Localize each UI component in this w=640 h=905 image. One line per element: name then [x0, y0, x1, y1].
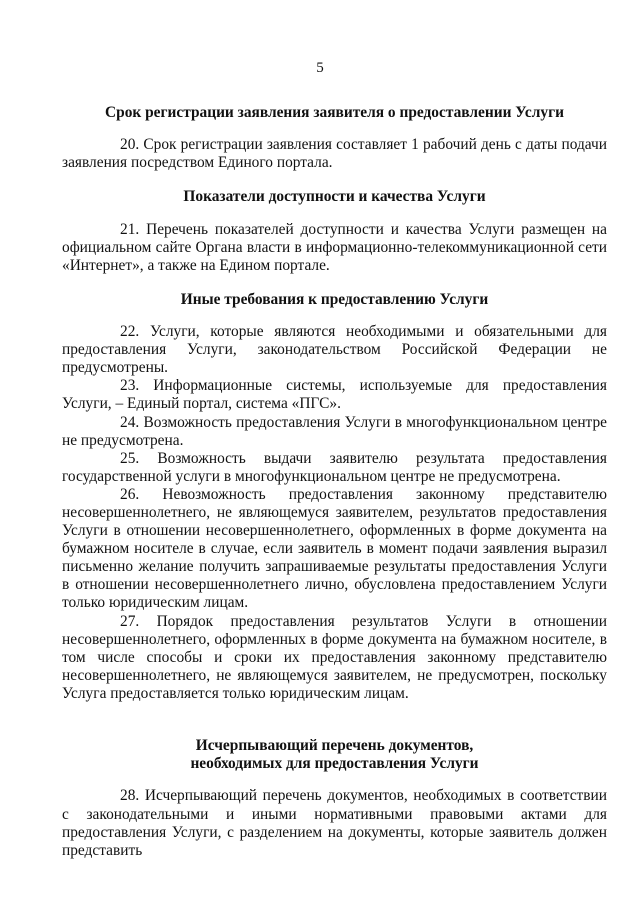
- paragraph-21: 21. Перечень показателей доступности и качества Услуги размещен на официальном сайте Органа власти в информационно-телекоммуникационной сети «Интернет», а также на Едином портале.: [62, 220, 607, 274]
- paragraph-26: 26. Невозможность предоставления законному представителю несовершеннолетнего, не являющемуся заявителем, результатов предоставления Услуги в отношении несовершеннолетнего, оформленных в форме документа на бумажном носителе в случае, если заявитель в момент подачи заявления выразил письменно желание получить запрашиваемые результаты предоставления Услуги в отношении несовершеннолетнего лично, обусловлена предоставлением Услуги только юридическим лицам.: [62, 485, 607, 612]
- paragraph-28: 28. Исчерпывающий перечень документов, необходимых в соответствии с законодательными и иными нормативными правовыми актами для предоставления Услуги, с разделением на документы, которые заявитель должен представить: [62, 787, 607, 859]
- paragraph-24: 24. Возможность предоставления Услуги в многофункциональном центре не предусмотрена.: [62, 413, 607, 449]
- paragraph-22: 22. Услуги, которые являются необходимыми и обязательными для предоставления Услуги, законодательством Российской Федерации не предусмотрены.: [62, 323, 607, 377]
- paragraph-27: 27. Порядок предоставления результатов Услуги в отношении несовершеннолетнего, оформленных в форме документа на бумажном носителе, в том числе способы и сроки их предоставления законному представителю несовершеннолетнего, не являющемуся заявителем, не предусмотрен, поскольку Услуга предоставляется только юридическим лицам.: [62, 612, 607, 702]
- paragraph-25: 25. Возможность выдачи заявителю результата предоставления государственной услуги в многофункциональном центре не предусмотрена.: [62, 449, 607, 485]
- section-heading-other-requirements: Иные требования к предоставлению Услуги: [180, 290, 489, 308]
- section-heading-accessibility-quality: Показатели доступности и качества Услуги: [183, 188, 486, 206]
- page-number: 5: [316, 60, 324, 76]
- section-heading-registration-term: Срок регистрации заявления заявителя о предоставлении Услуги: [105, 104, 564, 121]
- paragraph-23: 23. Информационные системы, используемые для предоставления Услуги, – Единый портал, система «ПГС».: [62, 377, 607, 413]
- section-heading-documents-list-line-2: необходимых для предоставления Услуги: [190, 755, 479, 773]
- section-heading-documents-list-line-1: Исчерпывающий перечень документов,: [195, 737, 474, 755]
- document-body: [62, 104, 607, 860]
- paragraph-20: 20. Срок регистрации заявления составляет 1 рабочий день с даты подачи заявления посредством Единого портала.: [62, 136, 607, 172]
